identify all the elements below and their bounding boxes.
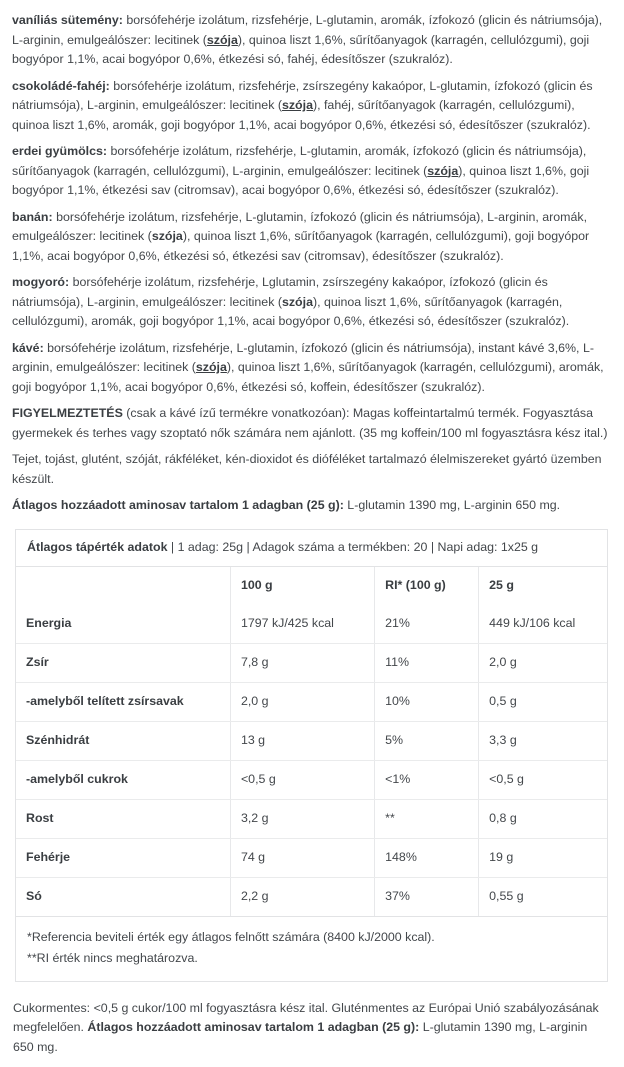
text-segment: borsófehérje izolátum, rizsfehérje, Lglutamin, zsírszegény kakaópor, ízfokozó (glicin és nátriumsója), L-arginin, emulgeálószer: lecitinek ( [12, 275, 548, 309]
row-value: 5% [374, 722, 478, 760]
row-label: Rost [26, 810, 54, 825]
text-segment: szója [151, 229, 183, 243]
text-segment: L-glutamin 1390 mg, L-arginin 650 mg. [13, 1020, 588, 1054]
text-segment: szója [281, 294, 313, 309]
row-value: ** [374, 800, 478, 838]
table-row [16, 721, 607, 760]
text-segment: Átlagos hozzáadott aminosav tartalom 1 adagban (25 g): [87, 1020, 420, 1034]
row-value: 0,5 g [478, 683, 607, 721]
paragraph-mogyoro [12, 273, 609, 332]
row-label: -amelyből telített zsírsavak [26, 693, 184, 708]
row-value: 449 kJ/106 kcal [478, 605, 607, 643]
paragraph-vanilias-sutemeny [12, 11, 609, 70]
row-value: 37% [374, 878, 478, 916]
text-segment: szója [427, 163, 459, 178]
ingredients-section [12, 11, 609, 516]
paragraph-aminosav-tartalom [12, 496, 609, 516]
column-header-25g: 25 g [478, 567, 607, 605]
text-segment: ), quinoa liszt 1,6%, sűrítőanyagok (karragén, cellulózgumi), aromák, goji bogyópor 1,1%, acai bogyópor 0,6%, étkezési só, édesítőszer (szukralóz). [12, 294, 570, 328]
row-label: Szénhidrát [26, 732, 90, 747]
table-row [16, 605, 607, 643]
paragraph-figyelmeztetes [12, 404, 609, 443]
nutrition-rows [16, 605, 607, 916]
column-header-blank [16, 567, 230, 605]
row-value: 3,2 g [230, 800, 374, 838]
row-value: 19 g [478, 839, 607, 877]
row-value: <0,5 g [478, 761, 607, 799]
text-segment: ), quinoa liszt 1,6%, sűrítőanyagok (karragén, cellulózgumi), goji bogyópor 1,1%, acai bogyópor 0,6%, étkezési só, étkezési sav (citromsav), édesítőszer (szukralóz). [12, 229, 590, 263]
text-segment: ), quinoa liszt 1,6%, sűrítőanyagok (karragén, cellulózgumi), goji bogyópor 1,1%, acai bogyópor 0,6%, étkezési só, fahéj, édesítőszer (szukralóz). [12, 32, 590, 66]
text-segment: | 1 adag: 25g | Adagok száma a termékben: 20 | Napi adag: 1x25 g [167, 539, 539, 554]
row-value: 10% [374, 683, 478, 721]
paragraph-kave [12, 339, 609, 398]
row-value: 3,3 g [478, 722, 607, 760]
text-segment: FIGYELMEZTETÉS [12, 406, 123, 420]
row-value: 148% [374, 839, 478, 877]
text-segment: L-glutamin 1390 mg, L-arginin 650 mg. [343, 498, 561, 512]
text-segment: kávé: [12, 340, 44, 355]
row-value: 2,0 g [478, 644, 607, 682]
row-value: 7,8 g [230, 644, 374, 682]
row-value: 11% [374, 644, 478, 682]
footnote-line: *Referencia beviteli érték egy átlagos felnőtt számára (8400 kJ/2000 kcal). [27, 929, 435, 944]
row-value: 1797 kJ/425 kcal [230, 605, 374, 643]
row-label: Zsír [26, 654, 49, 669]
footnote-line: **RI érték nincs meghatározva. [27, 950, 198, 965]
text-segment: vaníliás sütemény: [12, 13, 123, 27]
row-value: 0,55 g [478, 878, 607, 916]
text-segment: szója [281, 98, 313, 112]
paragraph-banan [12, 208, 609, 267]
text-segment: ), fahéj, sűrítőanyagok (karragén, cellulózgumi), quinoa liszt 1,6%, aromák, goji bogyópor 1,1%, acai bogyópor 0,6%, étkezési só, édesítőszer (szukralóz). [12, 98, 591, 132]
column-header-ri: RI* (100 g) [374, 567, 478, 605]
row-value: 21% [374, 605, 478, 643]
text-segment: borsófehérje izolátum, rizsfehérje, L-glutamin, aromák, ízfokozó (glicin és nátriumsója), L-arginin, emulgeálószer: lecitinek ( [12, 13, 603, 47]
text-segment: borsófehérje izolátum, rizsfehérje, L-glutamin, ízfokozó (glicin és nátriumsója), instant kávé 3,6%, L-arginin, emulgeálószer: lecitinek ( [12, 340, 594, 374]
text-segment: Cukormentes: <0,5 g cukor/100 ml fogyasztásra kész ital. Gluténmentes az Európai Unió szabályozásának megfelelően. [13, 1000, 599, 1034]
text-segment: Átlagos hozzáadott aminosav tartalom 1 adagban (25 g): [12, 498, 344, 512]
text-segment: mogyoró: [12, 275, 70, 289]
paragraph-erdei-gyumolcs [12, 142, 609, 201]
row-value: <1% [374, 761, 478, 799]
nutrition-column-header-row [16, 567, 607, 605]
text-segment: szója [206, 32, 238, 47]
row-value: 2,2 g [230, 878, 374, 916]
nutrition-table [15, 529, 608, 982]
text-segment: banán: [12, 209, 53, 224]
table-row [16, 760, 607, 799]
text-segment: borsófehérje izolátum, rizsfehérje, L-glutamin, ízfokozó (glicin és nátriumsója), L-arginin, aromák, emulgeálószer: lecitinek ( [12, 209, 588, 243]
table-row [16, 877, 607, 916]
row-label: Energia [26, 615, 72, 630]
text-segment: szója [195, 360, 227, 374]
text-segment: Tejet, tojást, glutént, szóját, rákféléket, kén-dioxidot és dióféléket tartalmazó élelmiszereket gyártó üzemben készült. [12, 452, 602, 486]
paragraph-csokolade-fahej [12, 77, 609, 136]
text-segment: Átlagos tápérték adatok [27, 539, 168, 554]
row-label: Só [26, 888, 42, 903]
paragraph-allergen-info [12, 450, 609, 489]
row-label: -amelyből cukrok [26, 771, 128, 786]
table-row [16, 838, 607, 877]
text-segment: borsófehérje izolátum, rizsfehérje, zsírszegény kakaópor, L-glutamin, ízfokozó (glicin és nátriumsója), L-arginin, emulgeálószer: lecitinek ( [12, 78, 593, 112]
row-value: <0,5 g [230, 761, 374, 799]
text-segment: ), quinoa liszt 1,6%, goji bogyópor 1,1%, étkezési sav (citromsav), acai bogyópor 0,6%, étkezési só, édesítőszer (szukralóz). [12, 163, 590, 197]
row-label: Fehérje [26, 849, 71, 864]
nutrition-footnotes [16, 916, 607, 981]
text-segment: csokoládé-fahéj: [12, 78, 110, 93]
table-row [16, 682, 607, 721]
nutrition-table-title [16, 530, 607, 567]
row-value: 74 g [230, 839, 374, 877]
footer-note [13, 999, 609, 1058]
column-header-100g: 100 g [230, 567, 374, 605]
table-row [16, 643, 607, 682]
text-segment: (csak a kávé ízű termékre vonatkozóan): Magas koffeintartalmú termék. Fogyasztása gyermekek és terhes vagy szoptató nők számára nem ajánlott. (35 mg koffein/100 ml fogyasztásra kész ital.) [12, 406, 608, 440]
row-value: 13 g [230, 722, 374, 760]
row-value: 0,8 g [478, 800, 607, 838]
text-segment: borsófehérje izolátum, rizsfehérje, L-glutamin, aromák, ízfokozó (glicin és nátriumsója), sűrítőanyagok (karragén, cellulózgumi), L-arginin, emulgeálószer: lecitinek ( [12, 144, 587, 178]
text-segment: erdei gyümölcs: [12, 144, 108, 158]
row-value: 2,0 g [230, 683, 374, 721]
table-row [16, 799, 607, 838]
text-segment: ), quinoa liszt 1,6%, sűrítőanyagok (karragén, cellulózgumi), aromák, goji bogyópor 1,1%, acai bogyópor 0,6%, étkezési só, koffein, édesítőszer (szukralóz). [12, 360, 604, 394]
